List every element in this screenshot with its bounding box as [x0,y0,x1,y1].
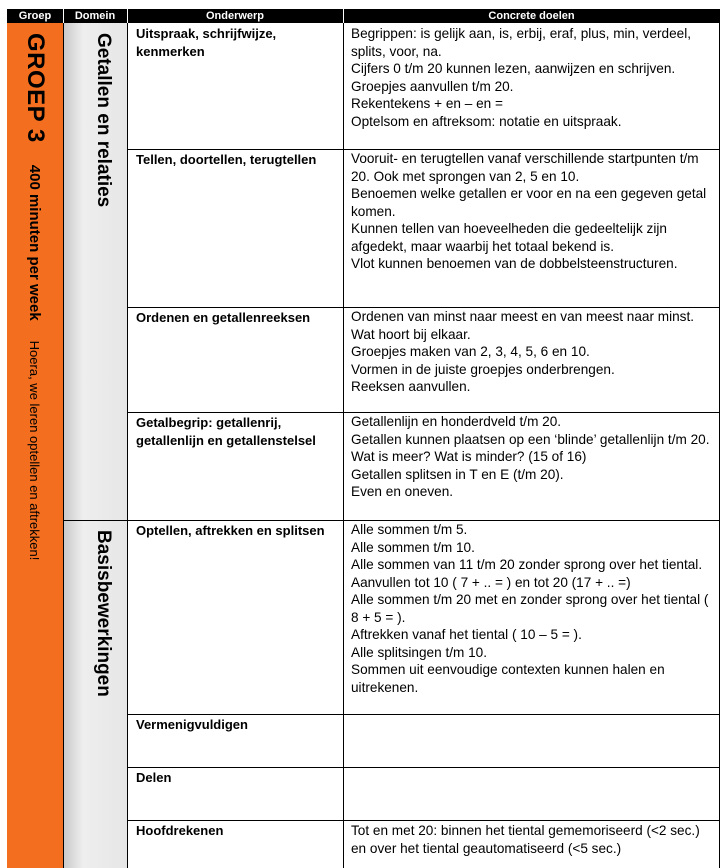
goal-item: Alle sommen t/m 20 met en zonder sprong over het tiental ( 8 + 5 = ). [351,592,709,625]
goals-hoofdrekenen [351,822,717,857]
groep-minutes: 400 minuten per week [26,164,44,321]
header-concrete-doelen: Concrete doelen [343,9,720,23]
goal-item: Groepjes aanvullen t/m 20. [351,78,514,94]
goal-item: Alle sommen t/m 10. [351,539,475,555]
goals-getalbegrip [351,413,717,501]
goal-item: Getallen splitsen in T en E (t/m 20). [351,466,564,482]
goal-item: Alle sommen t/m 5. [351,522,468,537]
goal-item: Even en oneven. [351,484,454,499]
goal-item: Alle splitsingen t/m 10. [351,644,488,660]
domain-label-basisbewerkingen: Basisbewerkingen [93,530,114,697]
goal-item: Vlot kunnen benoemen van de dobbelsteenstructuren. [351,256,678,271]
domain-label-getallen: Getallen en relaties [93,33,114,208]
goal-item: Getallenlijn en honderdveld t/m 20. [351,414,562,429]
topic-hoofdrekenen: Hoofdrekenen [136,823,224,838]
topic-uitspraak: Uitspraak, schrijfwijze, kenmerken [136,26,277,59]
topic-vermenigvuldigen: Vermenigvuldigen [136,717,248,732]
goal-item: Sommen uit eenvoudige contexten kunnen halen en uitrekenen. [351,662,665,695]
topic-optellen: Optellen, aftrekken en splitsen [136,523,325,538]
goal-item: Kunnen tellen van hoeveelheden die gedeeltelijk zijn afgedekt, maar waarbij het totaal bekend is. [351,221,667,254]
topic-delen: Delen [136,770,172,785]
goal-item: Groepjes maken van 2, 3, 4, 5, 6 en 10. [351,344,590,359]
goals-tellen [351,150,717,273]
topic-getalbegrip: Getalbegrip: getallenrij, getallenlijn en getallenstelsel [136,415,316,448]
goal-item: Cijfers 0 t/m 20 kunnen lezen, aanwijzen en schrijven. [351,61,676,76]
header-onderwerp: Onderwerp [127,9,343,23]
topic-ordenen: Ordenen en getallenreeksen [136,310,311,325]
goal-item: Rekentekens + en – en = [351,96,503,111]
goal-item: Benoemen welke getallen er voor en na een gegeven getal komen. [351,186,707,219]
goal-item: Aftrekken vanaf het tiental ( 10 – 5 = ). [351,627,582,642]
goal-item: Vooruit- en terugtellen vanaf verschillende startpunten t/m 20. Ook met sprongen van 2, 5 en 10. [351,151,699,184]
groep-label [7,23,63,868]
goal-item: Tot en met 20: binnen het tiental gememoriseerd (<2 sec.) en over het tiental geautomatiseerd (<5 sec.) [351,823,700,856]
header-groep: Groep [7,9,63,23]
groep-title: GROEP 3 [22,33,49,143]
goal-item: Begrippen: is gelijk aan, is, erbij, eraf, plus, min, verdeel, splits, voor, na. [351,26,692,59]
header-domein: Domein [63,9,127,23]
goal-item: Reeksen aanvullen. [351,379,471,394]
goal-item: Aanvullen tot 10 ( 7 + .. = ) en tot 20 (17 + .. =) [351,574,631,590]
goals-optellen [351,521,717,696]
goals-uitspraak [351,25,717,130]
goal-item: Vormen in de juiste groepjes onderbrengen. [351,361,615,377]
goal-item: Wat is meer? Wat is minder? (15 of 16) [351,449,587,464]
goal-item: Alle sommen van 11 t/m 20 zonder sprong over het tiental. [351,557,703,572]
goals-ordenen [351,308,717,396]
goal-item: Wat hoort bij elkaar. [351,326,471,342]
goal-item: Ordenen van minst naar meest en van meest naar minst. [351,309,695,324]
groep-motto: Hoera, we leren optellen en aftrekken! [27,340,43,561]
topic-tellen: Tellen, doortellen, terugtellen [136,152,317,167]
goal-item: Getallen kunnen plaatsen op een ‘blinde’ getallenlijn t/m 20. [351,431,710,447]
goal-item: Optelsom en aftreksom: notatie en uitspraak. [351,113,622,129]
